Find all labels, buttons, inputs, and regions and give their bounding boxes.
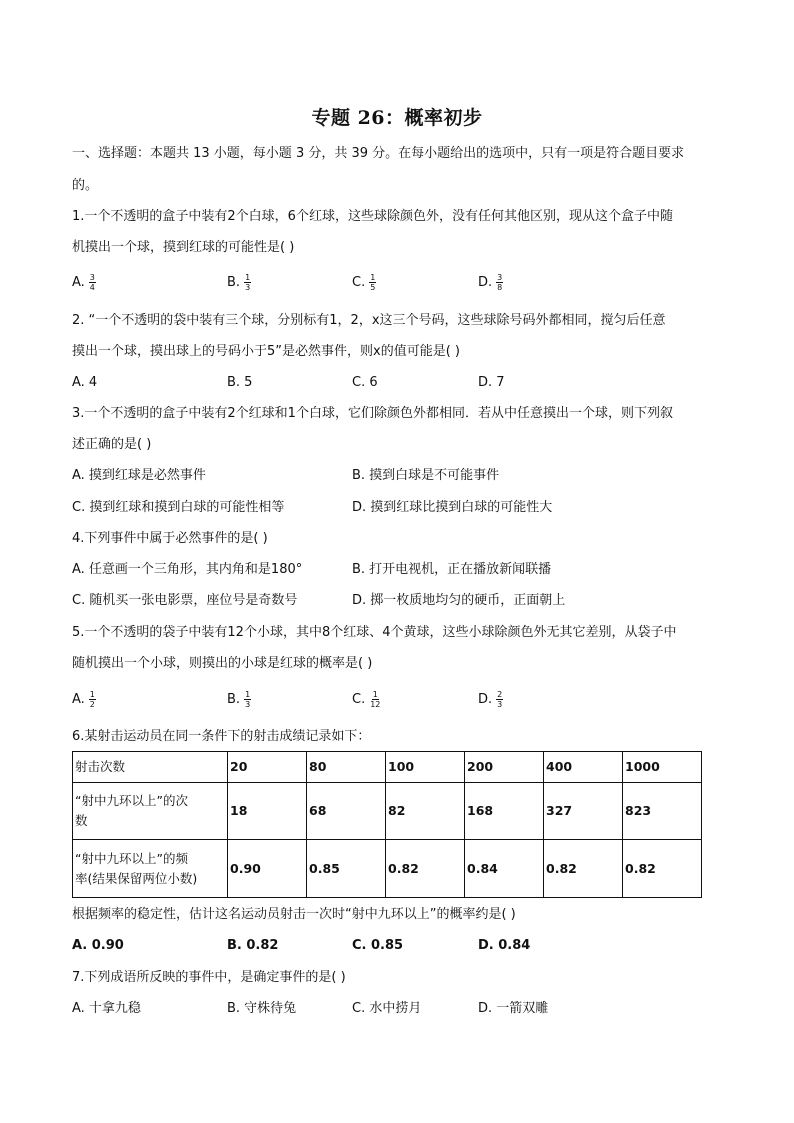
q3-stem-line1: 3.一个不透明的盒子中装有2个红球和1个白球，它们除颜色外都相同．若从中任意摸出一个球，则下列叙 xyxy=(72,406,673,421)
table-cell: 82 xyxy=(386,783,465,840)
table-cell: 823 xyxy=(623,783,702,840)
q6-stem-line2: 根据频率的稳定性，估计这名运动员射击一次时“射中九环以上”的概率约是( ) xyxy=(72,907,516,922)
q6-option-a: A. 0.90 xyxy=(72,938,124,953)
q7-stem-line1: 7.下列成语所反映的事件中，是确定事件的是( ) xyxy=(72,970,346,985)
table-label-line1: “射中九环以上”的次 xyxy=(75,793,188,808)
q5-option-c: C. $\frac{1}{12}$ xyxy=(352,690,381,709)
table-cell: 0.90 xyxy=(228,840,307,898)
table-cell-label xyxy=(73,840,228,898)
q1-option-b: B. $\frac{1}{3}$ xyxy=(227,273,251,292)
q5-option-a: A. $\frac{1}{2}$ xyxy=(72,690,95,709)
table-cell: 1000 xyxy=(623,752,702,783)
q2-option-a: A. 4 xyxy=(72,375,98,390)
q2-option-b: B. 5 xyxy=(227,375,253,390)
table-cell: 18 xyxy=(228,783,307,840)
q4-option-b: B. 打开电视机，正在播放新闻联播 xyxy=(352,562,552,577)
table-row xyxy=(73,840,702,898)
table-cell: 0.85 xyxy=(307,840,386,898)
q7-option-b: B. 守株待兔 xyxy=(227,1001,297,1016)
q1-stem-line2: 机摸出一个球，摸到红球的可能性是( ) xyxy=(72,240,295,255)
q3-stem-line2: 述正确的是( ) xyxy=(72,437,152,452)
q2-stem-line2: 摸出一个球，摸出球上的号码小于5”是必然事件，则x的值可能是( ) xyxy=(72,344,460,359)
table-cell: 20 xyxy=(228,752,307,783)
table-cell: 68 xyxy=(307,783,386,840)
section-instruction-line1: 一、选择题：本题共 13 小题，每小题 3 分，共 39 分。在每小题给出的选项中，只有一项是符合题目要求 xyxy=(72,146,685,161)
q5-option-d: D. $\frac{2}{3}$ xyxy=(478,690,503,709)
q7-option-a: A. 十拿九稳 xyxy=(72,1001,141,1016)
q3-option-d: D. 摸到红球比摸到白球的可能性大 xyxy=(352,500,553,515)
table-cell: 327 xyxy=(544,783,623,840)
q4-option-d: D. 掷一枚质地均匀的硬币，正面朝上 xyxy=(352,593,566,608)
q5-stem-line1: 5.一个不透明的袋子中装有12个小球，其中8个红球、4个黄球，这些小球除颜色外无其它差别，从袋子中 xyxy=(72,625,677,640)
q2-stem-line1: 2. “一个不透明的袋中装有三个球，分别标有1，2，x这三个号码，这些球除号码外都相同，搅匀后任意 xyxy=(72,313,666,328)
q4-option-c: C. 随机买一张电影票，座位号是奇数号 xyxy=(72,593,298,608)
table-label-line2: 数 xyxy=(75,813,88,828)
q5-stem-line2: 随机摸出一个小球，则摸出的小球是红球的概率是( ) xyxy=(72,656,373,671)
q1-option-a: A. $\frac{3}{4}$ xyxy=(72,273,95,292)
q4-stem-line1: 4.下列事件中属于必然事件的是( ) xyxy=(72,531,268,546)
table-cell: 0.82 xyxy=(623,840,702,898)
table-cell: 200 xyxy=(465,752,544,783)
table-cell: 168 xyxy=(465,783,544,840)
q7-option-c: C. 水中捞月 xyxy=(352,1001,422,1016)
q3-option-c: C. 摸到红球和摸到白球的可能性相等 xyxy=(72,500,285,515)
q1-stem-line1: 1.一个不透明的盒子中装有2个白球，6个红球，这些球除颜色外，没有任何其他区别，现从这个盒子中随 xyxy=(72,209,673,224)
table-row xyxy=(73,783,702,840)
q6-option-d: D. 0.84 xyxy=(478,938,531,953)
q6-option-c: C. 0.85 xyxy=(352,938,404,953)
table-cell: 0.82 xyxy=(544,840,623,898)
q1-option-c: C. $\frac{1}{5}$ xyxy=(352,273,376,292)
table-cell-label xyxy=(73,783,228,840)
table-cell-label: 射击次数 xyxy=(73,752,228,783)
table-label-line1: “射中九环以上”的频 xyxy=(75,850,188,866)
table-label-line2: 率(结果保留两位小数) xyxy=(75,870,198,886)
q2-option-c: C. 6 xyxy=(352,375,378,390)
q6-stem-line1: 6.某射击运动员在同一条件下的射击成绩记录如下： xyxy=(72,729,371,744)
table-row xyxy=(73,752,702,783)
table-cell: 0.84 xyxy=(465,840,544,898)
q3-option-b: B. 摸到白球是不可能事件 xyxy=(352,468,500,483)
table-cell: 100 xyxy=(386,752,465,783)
q6-option-b: B. 0.82 xyxy=(227,938,279,953)
table-cell: 400 xyxy=(544,752,623,783)
q1-option-d: D. $\frac{3}{8}$ xyxy=(478,273,503,292)
shooting-record-table xyxy=(72,751,702,898)
table-cell: 80 xyxy=(307,752,386,783)
section-instruction-line2: 的。 xyxy=(72,178,99,193)
q2-option-d: D. 7 xyxy=(478,375,505,390)
q4-option-a: A. 任意画一个三角形，其内角和是180° xyxy=(72,562,303,577)
q7-option-d: D. 一箭双雕 xyxy=(478,1001,549,1016)
table-cell: 0.82 xyxy=(386,840,465,898)
q3-option-a: A. 摸到红球是必然事件 xyxy=(72,468,206,483)
q5-option-b: B. $\frac{1}{3}$ xyxy=(227,690,251,709)
page-title: 专题 26：概率初步 xyxy=(311,107,483,129)
